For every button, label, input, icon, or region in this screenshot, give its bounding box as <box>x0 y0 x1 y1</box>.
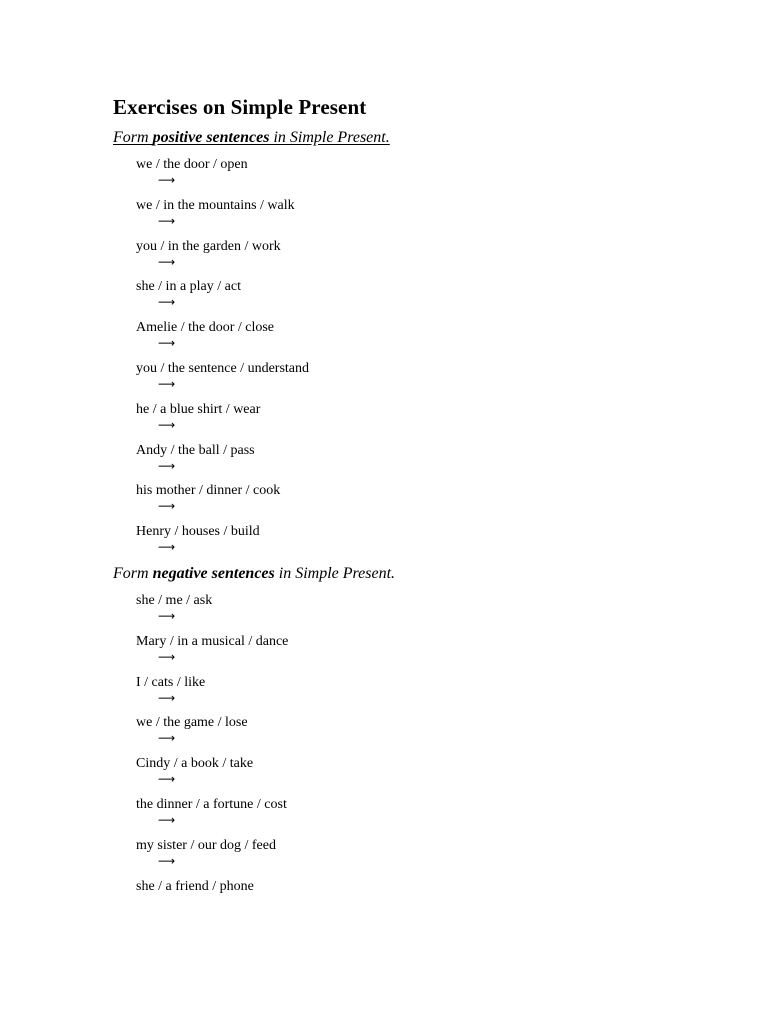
positive-instruction <box>113 129 390 147</box>
exercise-prompt: she / in a play / act <box>136 279 241 295</box>
arrow-icon: ⟶ <box>158 458 176 473</box>
exercise-prompt: she / a friend / phone <box>136 878 254 894</box>
exercise-prompt: Andy / the ball / pass <box>136 442 255 458</box>
instruction-suffix: in Simple Present. <box>269 129 390 146</box>
instruction-prefix: Form <box>113 129 153 146</box>
exercise-prompt: we / the door / open <box>136 157 248 172</box>
page-title: Exercises on Simple Present <box>113 95 367 119</box>
arrow-icon: ⟶ <box>158 812 176 827</box>
exercise-prompt: she / me / ask <box>136 593 213 608</box>
exercise-prompt: Amelie / the door / close <box>136 320 275 336</box>
arrow-icon: ⟶ <box>158 376 176 391</box>
exercise-prompt: he / a blue shirt / wear <box>136 401 261 417</box>
arrow-icon: ⟶ <box>158 731 176 746</box>
arrow-icon: ⟶ <box>158 649 176 664</box>
instruction-emphasis: positive sentences <box>152 129 270 146</box>
arrow-icon: ⟶ <box>158 295 176 310</box>
arrow-icon: ⟶ <box>158 853 176 868</box>
arrow-icon: ⟶ <box>158 499 176 514</box>
exercise-prompt: we / in the mountains / walk <box>136 197 295 213</box>
instruction-suffix: in Simple Present. <box>274 565 396 582</box>
arrow-icon: ⟶ <box>158 772 176 787</box>
instruction-emphasis: negative sentences <box>152 565 275 582</box>
arrow-icon: ⟶ <box>158 254 176 269</box>
exercise-prompt: his mother / dinner / cook <box>136 483 281 499</box>
arrow-icon: ⟶ <box>158 173 176 187</box>
exercise-prompt: Henry / houses / build <box>136 524 260 540</box>
arrow-icon: ⟶ <box>158 336 176 351</box>
arrow-icon: ⟶ <box>158 213 176 228</box>
exercise-prompt: the dinner / a fortune / cost <box>136 796 287 812</box>
exercise-prompt: you / in the garden / work <box>136 238 281 254</box>
arrow-icon: ⟶ <box>158 540 176 555</box>
arrow-icon: ⟶ <box>158 690 176 705</box>
exercise-prompt: we / the game / lose <box>136 715 248 731</box>
exercise-prompt: my sister / our dog / feed <box>136 837 276 853</box>
arrow-icon: ⟶ <box>158 417 176 432</box>
exercise-prompt: Cindy / a book / take <box>136 756 254 772</box>
negative-instruction <box>113 565 395 583</box>
arrow-icon: ⟶ <box>158 609 176 623</box>
instruction-prefix: Form <box>113 565 153 582</box>
exercise-prompt: I / cats / like <box>136 674 206 690</box>
exercise-prompt: you / the sentence / understand <box>136 360 310 376</box>
exercise-prompt: Mary / in a musical / dance <box>136 633 289 649</box>
